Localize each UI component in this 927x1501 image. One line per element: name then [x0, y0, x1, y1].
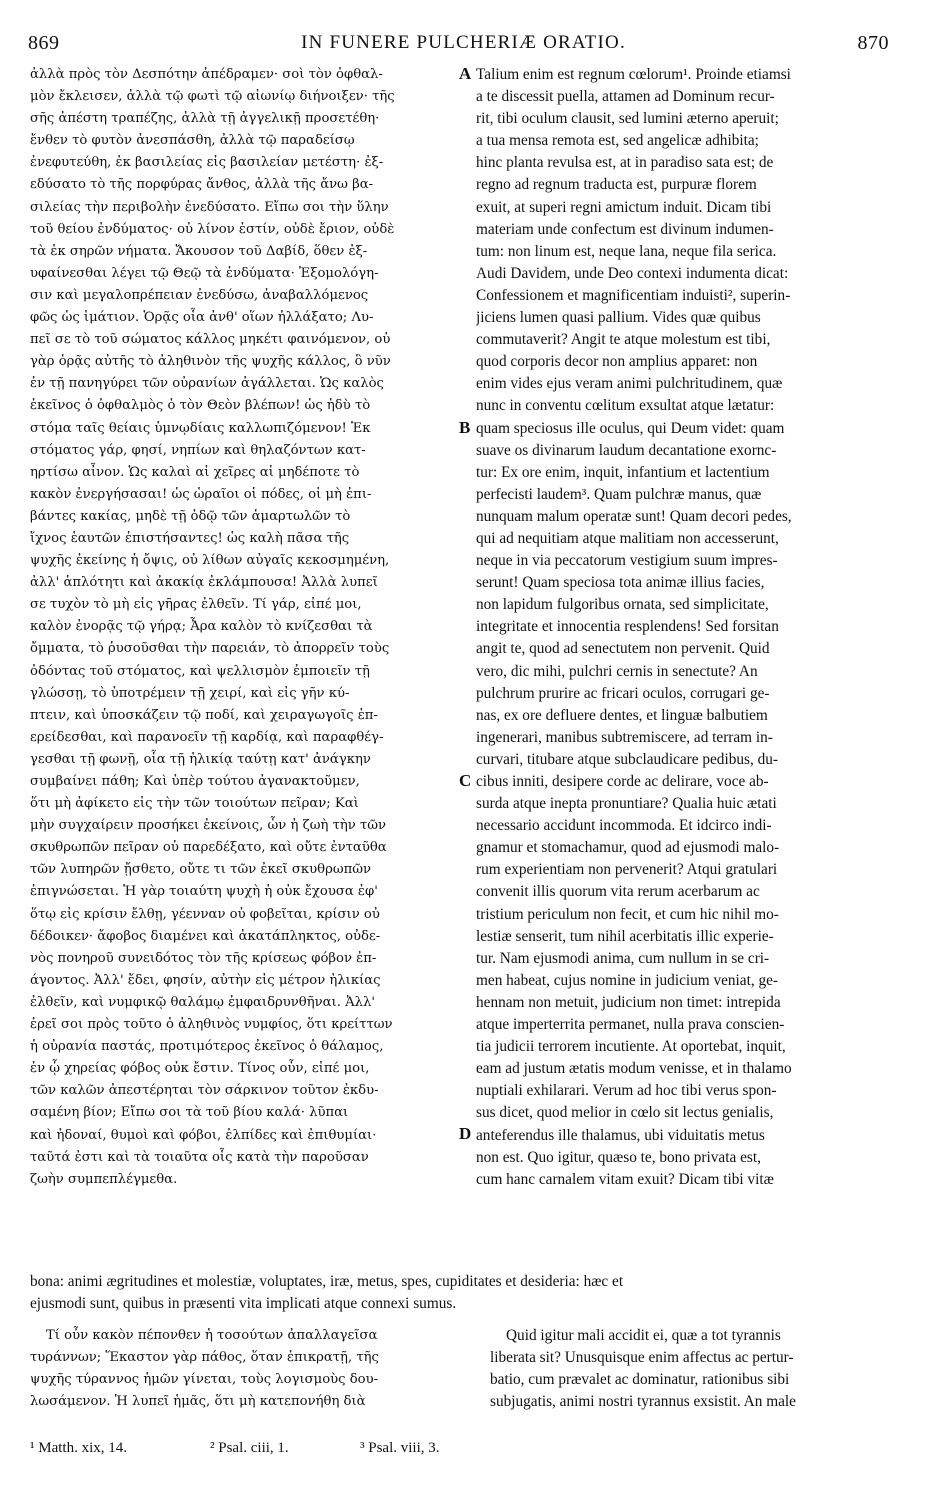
latin-text-line: gnamur et stomachamur, quod ad ejusmodi malo- — [476, 839, 780, 857]
latin-text-line: cum hanc carnalem vitam exuit? Dicam tibi vitæ — [476, 1170, 774, 1188]
greek-text-line: τοῦ θείου ἐνδύματος· οὐ λίνον ἐστίν, οὐδὲ ἔριον, οὐδὲ — [30, 221, 395, 237]
greek-text-line: σιν καὶ μεγαλοπρέπειαν ἐνεδύσω, ἀναβαλλόμενος — [30, 287, 369, 303]
greek-text-line: σαμένη βίον; Εἴπω σοι τὰ τοῦ βίου καλά· λῦπαι — [30, 1105, 349, 1121]
latin-text-line: tur. Nam ejusmodi anima, cum nullum in se cri- — [476, 949, 770, 967]
greek-text-line: ερείδεσθαι, καὶ παρανοεῖν τῇ καρδίᾳ, καὶ παραφθέγ- — [30, 729, 384, 745]
greek-text-line: ὀδόντας τοῦ στόματος, καὶ ψελλισμὸν ἐμποιεῖν τῇ — [30, 663, 370, 679]
latin-text-line: tum: non linum est, neque lana, neque fila serica. — [476, 242, 777, 260]
latin-text-line: quam speciosus ille oculus, qui Deum videt: quam — [476, 419, 785, 437]
greek-text-line: σῆς ἀπέστη τραπέζης, ἀλλὰ τῇ ἀγγελικῇ προσετέθη· — [30, 111, 380, 127]
latin-text-line: tur: Ex ore enim, inquit, infantium et lactentium — [476, 463, 770, 481]
latin-text-line: angit te, quod ad senectutem non pervenit. Quid — [476, 640, 770, 658]
latin-text-line: bona: animi ægritudines et molestiæ, voluptates, iræ, metus, spes, cupiditates et desideria: hæc et — [30, 1273, 624, 1290]
latin-text-line: lestiæ senserit, tum nihil acerbitatis illic experie- — [476, 927, 774, 945]
greek-text-line: μὴν συγχαίρειν προσήκει ἐκείνοις, ὧν ἡ ζωὴ τὴν τῶν — [30, 818, 387, 834]
latin-text-line: tia judicii terrorem incutiente. At oportebat, inquit, — [476, 1038, 786, 1056]
latin-text-line: perfecisti laudem³. Quam pulchræ manus, quæ — [476, 485, 762, 503]
latin-text-line: qui ad nequitiam atque malitiam non accesserunt, — [476, 529, 779, 547]
latin-text-line: non lapidum fulgoribus ornata, sed simplicitate, — [476, 596, 769, 614]
latin-text-line: nas, ex ore defluere dentes, et linguæ balbutiem — [476, 706, 768, 724]
greek-text-line: ἐκεῖνος ὁ ὀφθαλμὸς ὁ τὸν Θεὸν βλέπων! ὡς ἡδὺ τὸ — [30, 398, 371, 414]
latin-text-line: sus dicet, quod melior in cœlo sit lectus genialis, — [476, 1104, 774, 1122]
greek-text-line: ψυχῆς ἐκείνης ἡ ὄψις, οὐ λίθων αὐγαῖς κεκοσμημένη, — [30, 553, 390, 569]
running-header — [0, 32, 927, 58]
footnote-2: ² Psal. ciii, 1. — [210, 1440, 289, 1456]
latin-text-line: rit, tibi oculum clausit, sed lumini æterno aperuit; — [476, 110, 779, 128]
greek-text-line: δέδοικεν· ἄφοβος διαμένει καὶ ἀκατάπληκτος, οὐδε- — [30, 928, 381, 944]
latin-text-line: rum experientiam non pervenerit? Atqui gratulari — [476, 861, 778, 879]
section-marker-c: C — [459, 771, 472, 790]
latin-text-line: commutaverit? Angit te atque molestum est tibi, — [476, 331, 771, 349]
footnote-3: ³ Psal. viii, 3. — [360, 1440, 440, 1456]
latin-text-line: Talium enim est regnum cœlorum¹. Proinde etiamsi — [476, 66, 791, 83]
section-marker-a: A — [459, 64, 472, 83]
greek-text-line: λωσάμενον. Ἡ λυπεῖ ἡμᾶς, ὅτι μὴ κατεπονήθη διὰ — [30, 1394, 366, 1410]
latin-text-line: Confessionem et magnificentiam induisti², superin- — [476, 286, 791, 304]
latin-text-line: subjugatis, animi nostri tyrannus exsistit. An male — [490, 1393, 796, 1411]
latin-text-line: curvari, titubare atque subclaudicare pedibus, du- — [476, 750, 778, 768]
latin-text-line: convenit illis quorum vita rerum acerbarum ac — [476, 883, 760, 901]
greek-text-line: ἐπιγνώσεται. Ἡ γὰρ τοιαύτη ψυχὴ ἡ οὐκ ἔχουσα ἐφ' — [30, 884, 378, 900]
latin-text-line: men habeat, cujus nomine in judicium veniat, ge- — [476, 971, 779, 989]
greek-text-line: πεῖ σε τὸ τοῦ σώματος κάλλος μηκέτι φαινόμενον, οὐ — [30, 332, 391, 348]
latin-text-line: surda atque inepta pronuntiare? Qualia huic ætati — [476, 795, 777, 813]
greek-text-line: ἐνεφυτεύθη, ἐκ βασιλείας εἰς βασιλείαν μετέστη· ἐξ- — [30, 155, 384, 171]
greek-text-line: τὰ ἐκ σηρῶν νήματα. Ἄκουσον τοῦ Δαβίδ, ὅθεν ἐξ- — [30, 243, 368, 259]
latin-text-line: cibus inniti, desipere corde ac delirare, voce ab- — [476, 773, 769, 790]
greek-text-line: μὸν ἔκλεισεν, ἀλλὰ τῷ φωτὶ τῷ αἰωνίῳ διήνοιξεν· τῆς — [30, 89, 395, 105]
latin-text-line: non est. Quo igitur, quæso te, bono privata est, — [476, 1148, 761, 1166]
greek-text-line: ἀλλ' ἁπλότητι καὶ ἀκακίᾳ ἐκλάμπουσα! Ἀλλὰ λυπεῖ — [30, 575, 378, 591]
greek-text-line: ταῦτά ἐστι καὶ τὰ τοιαῦτα οἷς κατὰ τὴν παροῦσαν — [30, 1149, 369, 1165]
latin-column — [476, 64, 898, 1191]
latin-text-line: hennam non metuit, judicium non timet: intrepida — [476, 993, 781, 1011]
latin-text-line: quod corporis decor non amplius apparet: non — [476, 353, 758, 371]
greek-text-line: καλὸν ἐνορᾷς τῷ γήρᾳ; Ἆρα καλὸν τὸ κνίζεσθαι τὰ — [30, 619, 373, 635]
latin-text-line: suave os divinarum laudum decantatione exornc- — [476, 441, 777, 459]
latin-text-line: nunquam malum operatæ sunt! Quam decori pedes, — [476, 507, 792, 525]
latin-text-line: regno ad regnum traducta est, purpuræ florem — [476, 176, 757, 194]
greek-text-line: άγοντος. Ἀλλ' ἔδει, φησίν, αὐτὴν εἰς μέτρον ἡλικίας — [30, 972, 381, 988]
greek-text-line: τυράννων; Ἕκαστον γὰρ πάθος, ὅταν ἐπικρατῇ, τῆς — [30, 1350, 379, 1366]
latin-text-line: nuptiali exhilarari. Verum ad hoc tibi verus spon- — [476, 1082, 777, 1100]
greek-text-line: τῶν καλῶν ἀπεστέρηται τὸν σάρκινον τοῦτον ἐκδυ- — [30, 1083, 379, 1099]
greek-text-line: γὰρ ὁρᾷς αὐτῆς τὸ ἀληθινὸν τῆς ψυχῆς κάλλος, ὃ νῦν — [30, 354, 391, 370]
greek-text-line: ἐν τῇ πανηγύρει τῶν οὐρανίων ἀγάλλεται. Ὡς καλὸς — [30, 376, 384, 392]
greek-text-line: ψυχῆς τύραννος ἡμῶν γίνεται, τοὺς λογισμοὺς δου- — [30, 1372, 379, 1388]
latin-text-line: integritate et innocentia resplendens! Sed forsitan — [476, 618, 779, 636]
latin-text-line: Quid igitur mali accidit ei, quæ a tot tyrannis — [506, 1327, 781, 1344]
page-number-right: 870 — [857, 32, 889, 54]
latin-text-line: a te discessit puella, attamen ad Dominum recur- — [476, 88, 775, 106]
greek-text-line: εδύσατο τὸ τῆς πορφύρας ἄνθος, ἀλλὰ τῆς ἄνω βα- — [30, 177, 374, 193]
greek-text-line: φῶς ὡς ἱμάτιον. Ὁρᾷς οἷα ἀνθ' οἵων ἠλλάξατο; Λυ- — [30, 310, 374, 326]
greek-paragraph-2 — [30, 1325, 460, 1413]
greek-text-line: γλώσσῃ, τὸ ὑποτρέμειν τῇ χειρί, καὶ εἰς γῆν κύ- — [30, 685, 350, 701]
greek-text-line: ηρτίσω αἶνον. Ὡς καλαὶ αἱ χεῖρες αἱ μηδέποτε τὸ — [30, 464, 360, 480]
latin-text-line: exuit, at superi regni amictum induit. Dicam tibi — [476, 198, 772, 216]
greek-text-line: ζωὴν συμπεπλέγμεθα. — [30, 1171, 178, 1187]
section-marker-d: D — [459, 1124, 472, 1143]
greek-text-line: ἐρεῖ σοι πρὸς τοῦτο ὁ ἀληθινὸς νυμφίος, ὅτι κρείττων — [30, 1017, 393, 1033]
latin-text-line: batio, cum prævalet ac dominatur, rationibus sibi — [490, 1371, 790, 1389]
greek-text-line: υφαίνεσθαι λέγει τῷ Θεῷ τὰ ἐνδύματα· Ἐξομολόγη- — [30, 265, 379, 281]
greek-text-line: βάντες κακίας, μηδὲ τῇ ὁδῷ τῶν ἁμαρτωλῶν τὸ — [30, 508, 351, 524]
latin-text-line: serunt! Quam speciosa tota animæ illius facies, — [476, 574, 765, 592]
greek-text-line: σε τυχὸν τὸ μὴ εἰς γῆρας ἐλθεῖν. Τί γάρ, εἰπέ μοι, — [30, 597, 362, 613]
greek-text-line: Τί οὖν κακὸν πέπονθεν ἡ τοσούτων ἀπαλλαγεῖσα — [46, 1328, 378, 1343]
greek-text-line: ἐλθεῖν, καὶ νυμφικῷ θαλάμῳ ἐμφαιδρυνθῆναι. Ἀλλ' — [30, 994, 375, 1010]
greek-text-line: ὄμματα, τὸ ῥυσοῦσθαι τὴν παρειάν, τὸ ἀπορρεῖν τοὺς — [30, 641, 390, 657]
latin-text-line: ingenerari, manibus subtremiscere, ad terram in- — [476, 728, 773, 746]
greek-column — [30, 64, 450, 1191]
greek-text-line: ὅτῳ εἰς κρίσιν ἔλθῃ, γέενναν οὐ φοβεῖται, κρίσιν οὐ — [30, 906, 380, 922]
greek-text-line: ὅτι μὴ ἀφίκετο εἰς τὴν τῶν τοιούτων πεῖραν; Καὶ — [30, 796, 359, 812]
footnote-1: ¹ Matth. xix, 14. — [30, 1440, 127, 1456]
latin-text-line: neque in via peccatorum vestigium suum impres- — [476, 552, 778, 570]
greek-text-line: γεσθαι τῇ φωνῇ, οἷα τῇ ἡλικίᾳ ταύτῃ κατ' ἀνάγκην — [30, 751, 371, 767]
latin-text-line: vero, dic mihi, pulchri cernis in senectute? An — [476, 662, 758, 680]
latin-text-line: Audi Davidem, unde Deo contexi indumenta dicat: — [476, 264, 789, 282]
latin-text-line: anteferendus ille thalamus, ubi viduitatis metus — [476, 1126, 765, 1144]
greek-text-line: ἐν ᾧ χηρείας φόβος οὐκ ἔστιν. Τίνος οὖν, εἰπέ μοι, — [30, 1061, 370, 1077]
greek-text-line: στόμα ταῖς θείαις ὑμνῳδίαις καλλωπιζόμενον! Ἐκ — [30, 420, 371, 436]
greek-text-line: σιλείας τὴν περιβολὴν ἐνεδύσατο. Εἴπω σοι τὴν ὕλην — [30, 199, 389, 215]
greek-text-line: ἡ οὐρανία παστάς, προτιμότερος ἐκεῖνος ὁ θάλαμος, — [30, 1039, 384, 1055]
latin-text-line: tristium periculum non fecit, et cum hic nihil mo- — [476, 905, 779, 923]
latin-text-line: nunc in conventu cœlitum exsultat atque lætatur: — [476, 397, 775, 415]
greek-text-line: στόματος γάρ, φησί, νηπίων καὶ θηλαζόντων κατ- — [30, 442, 366, 458]
running-title: IN FUNERE PULCHERIÆ ORATIO. — [301, 32, 626, 53]
latin-text-line: enim vides ejus veram animi pulchritudinem, quæ — [476, 375, 783, 393]
greek-text-line: σκυθρωπῶν πεῖραν οὐ παρεδέξατο, καὶ οὔτε ἐνταῦθα — [30, 840, 387, 856]
latin-text-line: necessario accidunt incommoda. Et idcirco indi- — [476, 817, 772, 835]
latin-text-line: eam ad justum ætatis modum venisse, et in thalamo — [476, 1060, 792, 1078]
latin-text-line: materiam unde confectum est divinum indumen- — [476, 220, 774, 238]
latin-paragraph-2 — [490, 1325, 898, 1413]
latin-text-line: ejusmodi sunt, quibus in præsenti vita implicati atque connexi sumus. — [30, 1295, 457, 1313]
greek-text-line: ἔνθεν τὸ φυτὸν ἀνεσπάσθη, ἀλλὰ τῷ παραδείσῳ — [30, 133, 355, 149]
latin-text-line: jiciens lumen quasi pallium. Vides quæ quibus — [476, 309, 761, 327]
greek-text-line: συμβαίνει πάθη; Καὶ ὑπὲρ τούτου ἀγανακτοῦμεν, — [30, 774, 360, 789]
greek-text-line: ἴχνος ἑαυτῶν ἐπιστήσαντες! ὡς καλὴ πᾶσα τῆς — [30, 530, 350, 546]
latin-text-line: liberata sit? Unusquisque enim affectus ac pertur- — [490, 1349, 794, 1367]
page-number-left: 869 — [28, 32, 60, 54]
greek-text-line: νὸς πονηροῦ συνειδότος τὸν τῆς κρίσεως φόβον ἐπ- — [30, 950, 377, 966]
latin-continuation — [30, 1271, 898, 1315]
greek-text-line: ἀλλὰ πρὸς τὸν Δεσπότην ἀπέδραμεν· σοὶ τὸν ὀφθαλ- — [30, 67, 383, 82]
latin-text-line: atque imperterrita permanet, nulla prava conscien- — [476, 1016, 785, 1034]
latin-text-line: hinc planta revulsa est, at in paradiso sata est; de — [476, 154, 774, 172]
latin-text-line: pulchrum prurire ac fricari oculos, corrugari ge- — [476, 684, 770, 702]
greek-text-line: κακὸν ἐνεργήσασαι! ὡς ὡραῖοι οἱ πόδες, οἱ μὴ ἐπι- — [30, 486, 372, 502]
section-marker-b: B — [459, 418, 471, 437]
greek-text-line: τῶν λυπηρῶν ᾔσθετο, οὔτε τι τῶν ἐκεῖ σκυθρωπῶν — [30, 862, 372, 878]
greek-text-line: καὶ ἡδοναί, θυμοὶ καὶ φόβοι, ἐλπίδες καὶ ἐπιθυμίαι· — [30, 1127, 377, 1143]
latin-text-line: a tua mensa remota est, sed angelicæ adhibita; — [476, 132, 759, 150]
greek-text-line: πτειν, καὶ ὑποσκάζειν τῷ ποδί, καὶ χειραγωγοῖς ἐπ- — [30, 707, 378, 723]
